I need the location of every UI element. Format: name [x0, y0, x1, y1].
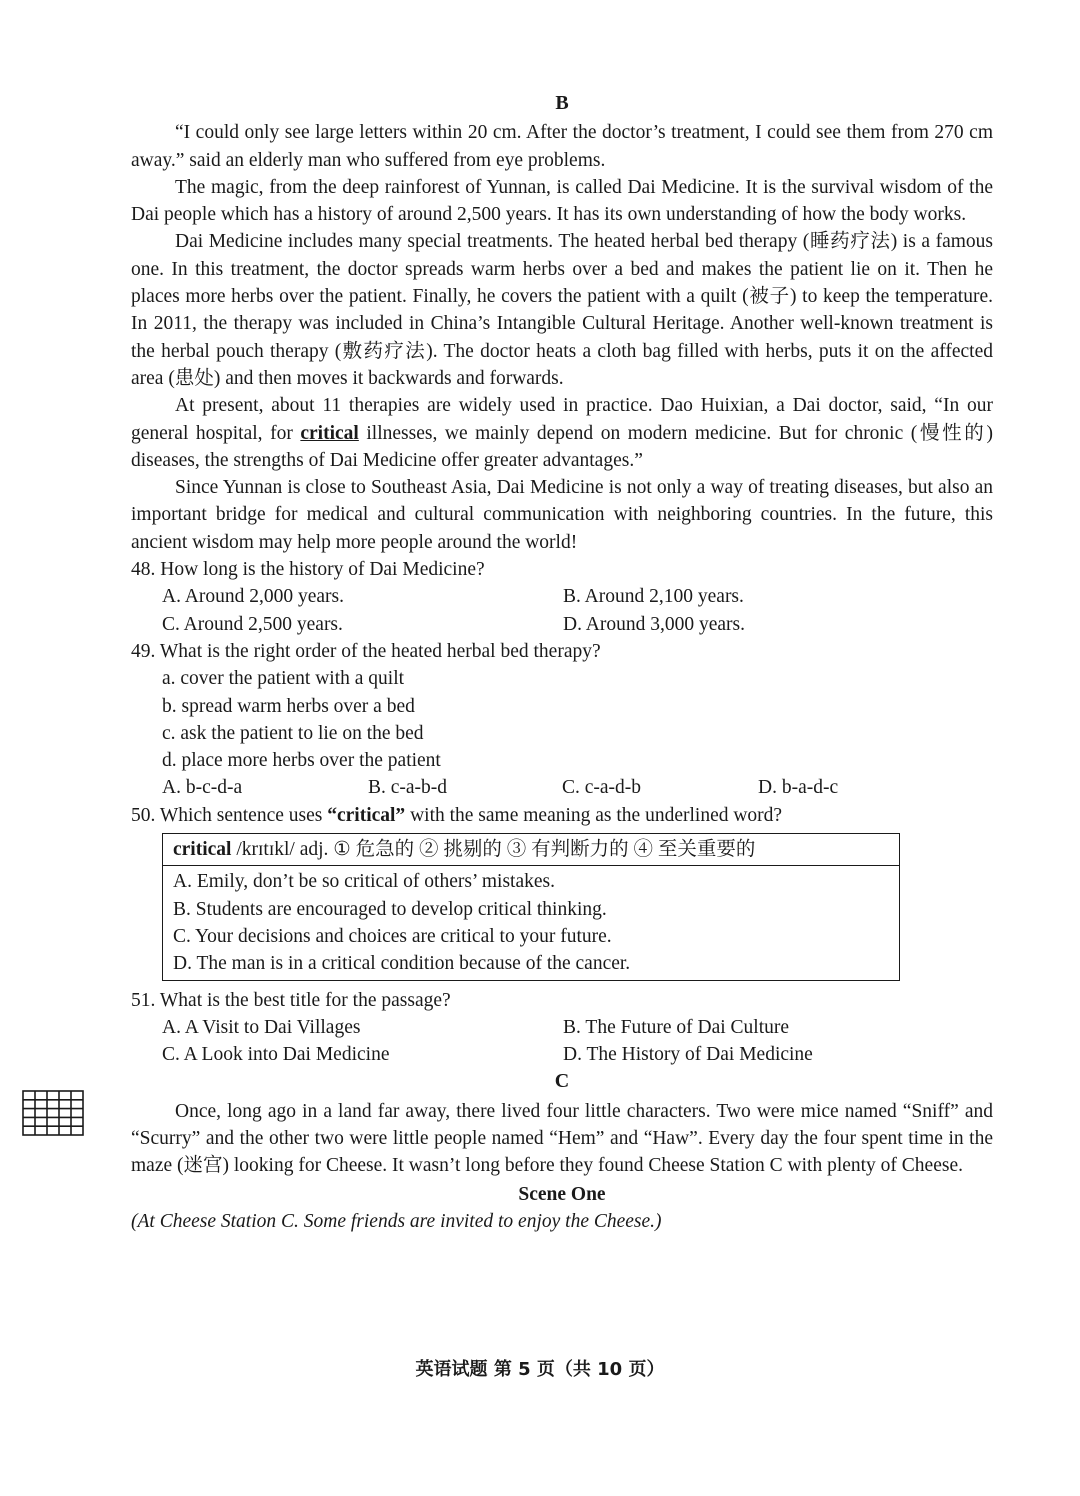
dictionary-entry: [163, 834, 899, 866]
paragraph-4-before: At present, about 11 therapies are widely used in practice. Dao Huixian, a Dai doctor, said, “In our general hospital, for: [131, 395, 993, 444]
option-51-c[interactable]: C. A Look into Dai Medicine: [162, 1044, 390, 1066]
exam-page: [131, 90, 993, 1235]
question-50-stem: [131, 802, 993, 829]
option-49-d[interactable]: D. b-a-d-c: [758, 777, 839, 799]
section-c-title: C: [554, 1070, 570, 1093]
dictionary-definitions: /krɪtɪkl/ adj. ① 危急的 ② 挑剔的 ③ 有判断力的 ④ 至关重要的: [231, 839, 756, 861]
option-50-b[interactable]: B. Students are encouraged to develop critical thinking.: [173, 898, 607, 920]
question-51-options: [131, 1014, 993, 1069]
dictionary-headword: critical: [173, 839, 232, 861]
option-48-c[interactable]: C. Around 2,500 years.: [162, 613, 343, 635]
section-b-title: B: [555, 92, 569, 114]
paragraph-2: The magic, from the deep rainforest of Yunnan, is called Dai Medicine. It is the survival wisdom of the Dai people which has a history of around 2,500 years. It has its own understanding of how the body works.: [131, 176, 993, 226]
option-48-a[interactable]: A. Around 2,000 years.: [162, 586, 344, 608]
question-48-options: [131, 583, 993, 638]
paragraph-4-after: illnesses, we mainly depend on modern medicine. But for chronic (慢性的) diseases, the strengths of Dai Medicine offer greater advantages.”: [131, 422, 993, 471]
paragraph-4: [131, 392, 993, 474]
option-49-b[interactable]: B. c-a-b-d: [368, 777, 448, 799]
question-49-options: [131, 774, 993, 801]
option-51-b[interactable]: B. The Future of Dai Culture: [563, 1016, 790, 1038]
option-48-d[interactable]: D. Around 3,000 years.: [563, 613, 745, 635]
question-49-step-b: b. spread warm herbs over a bed: [162, 695, 415, 717]
question-50-stem-after: with the same meaning as the underlined word?: [405, 804, 783, 826]
dictionary-box: [162, 833, 900, 980]
question-50-stem-before: 50. Which sentence uses: [131, 804, 328, 826]
option-50-a[interactable]: A. Emily, don’t be so critical of others’ mistakes.: [173, 871, 555, 893]
option-48-b[interactable]: B. Around 2,100 years.: [563, 586, 744, 608]
question-49-step-c: c. ask the patient to lie on the bed: [162, 722, 424, 744]
option-49-c[interactable]: C. c-a-d-b: [562, 777, 642, 799]
paragraph-1: “I could only see large letters within 20 cm. After the doctor’s treatment, I could see them from 270 cm away.” said an elderly man who suffered from eye problems.: [131, 122, 993, 171]
question-49-stem: 49. What is the right order of the heated herbal bed therapy?: [131, 640, 601, 662]
scene-title: Scene One: [518, 1183, 606, 1205]
answer-grid-icon: [22, 1090, 84, 1136]
question-51-stem: 51. What is the best title for the passage?: [131, 989, 451, 1011]
paragraph-3: Dai Medicine includes many special treatments. The heated herbal bed therapy (睡药疗法) is a famous one. In this treatment, the doctor spreads warm herbs over a bed and makes the patient lie on it. Then he places more herbs over the patient. Finally, he covers the patient with a quilt (被子) to keep the temperature. In 2011, the therapy was included in China’s Intangible Cultural Heritage. Another well-known treatment is the herbal pouch therapy (敷药疗法). The doctor heats a cloth bag filled with herbs, puts it on the affected area (患处) and then moves it backwards and forwards.: [131, 231, 993, 389]
option-51-d[interactable]: D. The History of Dai Medicine: [563, 1044, 813, 1066]
option-50-c[interactable]: C. Your decisions and choices are critical to your future.: [173, 925, 612, 947]
paragraph-5: Since Yunnan is close to Southeast Asia, Dai Medicine is not only a way of treating diseases, but also an important bridge for medical and cultural communication with neighboring countries. In the future, this ancient wisdom may help more people around the world!: [131, 477, 993, 553]
stage-direction: (At Cheese Station C. Some friends are invited to enjoy the Cheese.): [131, 1210, 662, 1232]
question-49-step-a: a. cover the patient with a quilt: [162, 668, 405, 690]
question-49-step-d: d. place more herbs over the patient: [162, 750, 441, 772]
page-footer: 英语试题 第 5 页（共 10 页）: [415, 1359, 665, 1380]
question-48-stem: 48. How long is the history of Dai Medicine?: [131, 559, 485, 581]
underlined-word-critical: critical: [300, 422, 359, 444]
option-51-a[interactable]: A. A Visit to Dai Villages: [162, 1016, 361, 1038]
option-49-a[interactable]: A. b-c-d-a: [162, 777, 243, 799]
question-50-options: [163, 866, 899, 979]
section-c-paragraph: Once, long ago in a land far away, there lived four little characters. Two were mice named “Sniff” and “Scurry” and the other two were little people named “Hem” and “Haw”. Every day the four spent time in the maze (迷宫) looking for Cheese. It wasn’t long before they found Cheese Station C with plenty of Cheese.: [131, 1100, 993, 1177]
option-50-d[interactable]: D. The man is in a critical condition because of the cancer.: [173, 953, 631, 975]
question-50-keyword: “critical”: [327, 804, 406, 826]
